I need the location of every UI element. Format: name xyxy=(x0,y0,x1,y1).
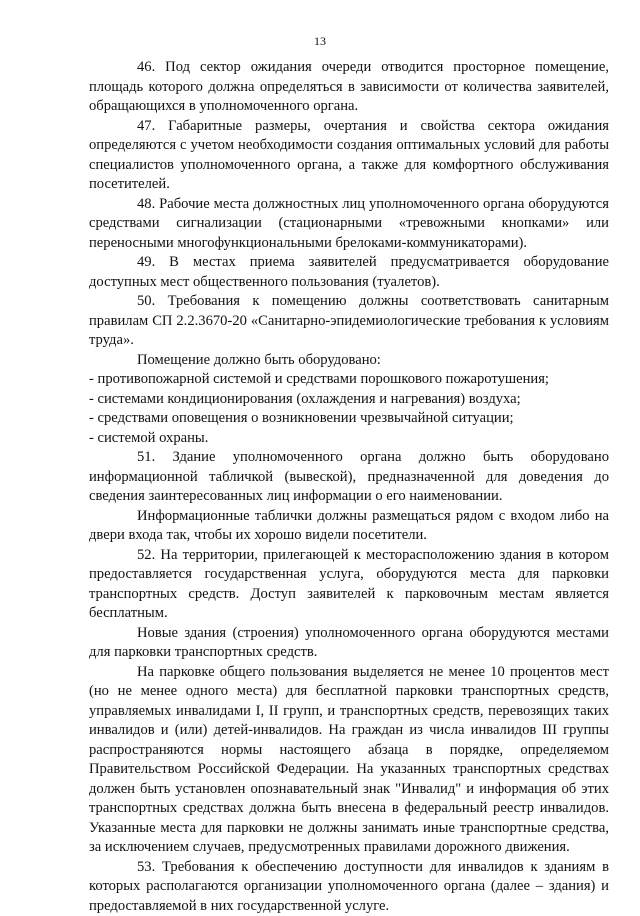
equipment-heading: Помещение должно быть оборудовано: xyxy=(89,351,609,371)
page-number: 13 xyxy=(0,34,640,49)
list-item: - системой охраны. xyxy=(89,429,609,449)
paragraph-46: 46. Под сектор ожидания очереди отводится просторное помещение, площадь которого должна определяться в зависимости от количества заявителей, обращающихся в уполномоченного органа. xyxy=(89,58,609,117)
document-body xyxy=(89,58,609,916)
list-item: - системами кондиционирования (охлаждения и нагревания) воздуха; xyxy=(89,390,609,410)
paragraph-52: 52. На территории, прилегающей к месторасположению здания в котором предоставляется государственная услуга, оборудуются места для парковки транспортных средств. Доступ заявителей к парковочным местам является бесплатным. xyxy=(89,546,609,624)
paragraph-48: 48. Рабочие места должностных лиц уполномоченного органа оборудуются средствами сигнализации (стационарными «тревожными кнопками» или переносными многофункциональными брелоками-коммуникаторами). xyxy=(89,195,609,254)
paragraph-49: 49. В местах приема заявителей предусматривается оборудование доступных мест общественного пользования (туалетов). xyxy=(89,253,609,292)
paragraph-new-buildings: Новые здания (строения) уполномоченного органа оборудуются местами для парковки транспортных средств. xyxy=(89,624,609,663)
paragraph-53: 53. Требования к обеспечению доступности для инвалидов к зданиям в которых располагаются организации уполномоченного органа (далее – здания) и предоставляемой в них государственной услуге. xyxy=(89,858,609,916)
list-item: - средствами оповещения о возникновении чрезвычайной ситуации; xyxy=(89,409,609,429)
paragraph-51: 51. Здание уполномоченного органа должно быть оборудовано информационной табличкой (вывеской), предназначенной для доведения до сведения заинтересованных лиц информации о его наименовании. xyxy=(89,448,609,507)
paragraph-50: 50. Требования к помещению должны соответствовать санитарным правилам СП 2.2.3670-20 «Санитарно-эпидемиологические требования к условиям труда». xyxy=(89,292,609,351)
list-item: - противопожарной системой и средствами порошкового пожаротушения; xyxy=(89,370,609,390)
paragraph-47: 47. Габаритные размеры, очертания и свойства сектора ожидания определяются с учетом необходимости создания оптимальных условий для работы специалистов уполномоченного органа, а также для комфортного обслуживания посетителей. xyxy=(89,117,609,195)
paragraph-parking: На парковке общего пользования выделяется не менее 10 процентов мест (но не менее одного места) для бесплатной парковки транспортных средств, управляемых инвалидами I, II групп, и транспортных средств, перевозящих таких инвалидов и (или) детей-инвалидов. На граждан из числа инвалидов III группы распространяются нормы настоящего абзаца в порядке, определяемом Правительством Российской Федерации. На указанных транспортных средствах должен быть установлен опознавательный знак "Инвалид" и информация об этих транспортных средствах должна быть внесена в федеральный реестр инвалидов. Указанные места для парковки не должны занимать иные транспортные средства, за исключением случаев, предусмотренных правилами дорожного движения. xyxy=(89,663,609,858)
paragraph-signs: Информационные таблички должны размещаться рядом с входом либо на двери входа так, чтобы их хорошо видели посетители. xyxy=(89,507,609,546)
